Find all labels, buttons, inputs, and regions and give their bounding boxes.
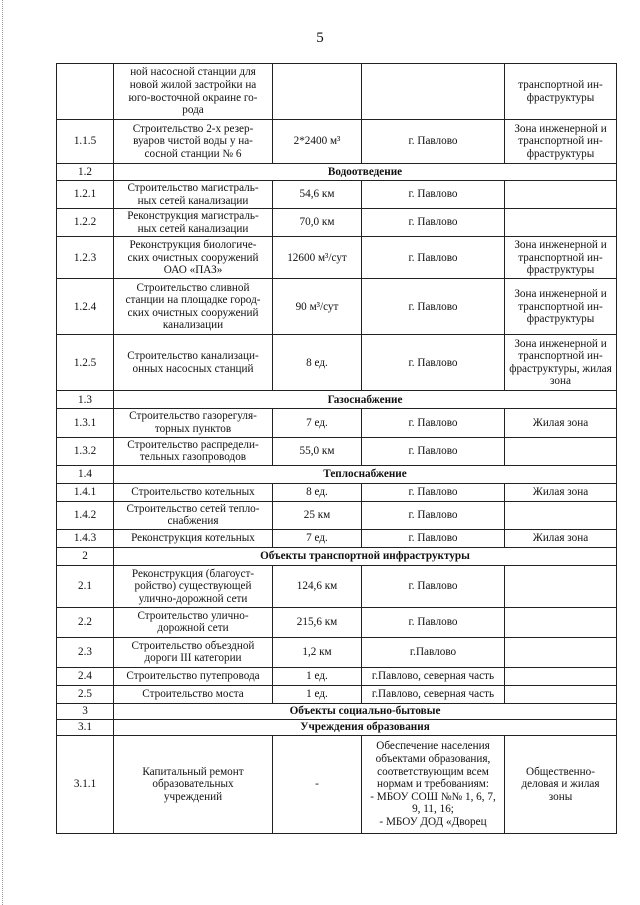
row-number: 1.1.5 [57,120,114,164]
row-number: 1.2.2 [57,209,114,237]
section-title: Учреждения образования [114,719,617,735]
table-row [57,685,617,703]
location-cell: г. Павлово [362,565,505,607]
location-cell: г. Павлово [362,501,505,529]
object-name-cell: Строительство газорегуля- торных пунктов [114,409,273,437]
object-name-cell: Строительство котельных [114,483,273,501]
quantity-cell: 8 ед. [273,335,362,391]
section-row [57,164,617,181]
zone-cell: транспортной ин- фраструктуры [505,64,617,120]
table-row [57,237,617,279]
zone-cell [505,637,617,667]
location-cell: г. Павлово [362,279,505,335]
table-row [57,667,617,685]
object-name-cell: Строительство объездной дороги III категории [114,637,273,667]
quantity-cell: 1 ед. [273,685,362,703]
table-row [57,529,617,547]
object-name-cell: Реконструкция (благоуст- ройство) существующей улично-дорожной сети [114,565,273,607]
zone-cell [505,565,617,607]
location-cell: г.Павлово, северная часть [362,667,505,685]
section-row [57,547,617,565]
quantity-cell: - [273,735,362,833]
table-row [57,637,617,667]
quantity-cell: 54,6 км [273,181,362,209]
table-row [57,64,617,120]
location-cell: Обеспечение населения объектами образования, соответствующим всем нормам и требованиям: - МБОУ СОШ №№ 1, 6, 7, 9, 11, 16; - МБОУ ДОД «Дворец [362,735,505,833]
object-name-cell: Строительство улично- дорожной сети [114,607,273,637]
zone-cell: Зона инженерной и транспортной ин- фраструктуры [505,237,617,279]
row-number: 3.1 [57,719,114,735]
quantity-cell: 55,0 км [273,437,362,465]
table-row [57,209,617,237]
row-number: 1.2.1 [57,181,114,209]
object-name-cell: ной насосной станции для новой жилой застройки на юго-восточной окраине го- рода [114,64,273,120]
zone-cell [505,501,617,529]
location-cell: г. Павлово [362,335,505,391]
table-row [57,120,617,164]
page-number: 5 [316,30,324,46]
row-number: 2 [57,547,114,565]
table-row [57,607,617,637]
zone-cell: Зона инженерной и транспортной ин- фраструктуры [505,120,617,164]
quantity-cell: 7 ед. [273,529,362,547]
row-number: 2.3 [57,637,114,667]
location-cell: г. Павлово [362,483,505,501]
table-row [57,279,617,335]
row-number: 1.4.3 [57,529,114,547]
object-name-cell: Строительство распредели- тельных газопроводов [114,437,273,465]
location-cell: г. Павлово [362,529,505,547]
row-number: 2.4 [57,667,114,685]
row-number [57,64,114,120]
row-number: 2.1 [57,565,114,607]
object-name-cell: Строительство сетей тепло- снабжения [114,501,273,529]
table-row [57,181,617,209]
row-number: 1.2.3 [57,237,114,279]
quantity-cell: 2*2400 м³ [273,120,362,164]
row-number: 2.5 [57,685,114,703]
row-number: 1.2 [57,164,114,181]
object-name-cell: Строительство путепровода [114,667,273,685]
row-number: 1.3.2 [57,437,114,465]
table-row [57,437,617,465]
zone-cell [505,607,617,637]
quantity-cell: 8 ед. [273,483,362,501]
zone-cell [505,181,617,209]
table-row [57,335,617,391]
table-row [57,483,617,501]
object-name-cell: Реконструкция биологиче- ских очистных сооружений ОАО «ПАЗ» [114,237,273,279]
infrastructure-table [56,63,617,834]
quantity-cell: 90 м³/сут [273,279,362,335]
row-number: 2.2 [57,607,114,637]
object-name-cell: Строительство 2-х резер- вуаров чистой воды у на- сосной станции № 6 [114,120,273,164]
location-cell: г. Павлово [362,607,505,637]
object-name-cell: Капитальный ремонт образовательных учреждений [114,735,273,833]
zone-cell: Зона инженерной и транспортной ин- фраструктуры [505,279,617,335]
section-title: Водоотведение [114,164,617,181]
object-name-cell: Строительство канализаци- онных насосных станций [114,335,273,391]
quantity-cell: 124,6 км [273,565,362,607]
table-row [57,735,617,833]
section-row [57,465,617,483]
section-row [57,703,617,719]
quantity-cell [273,64,362,120]
object-name-cell: Реконструкция котельных [114,529,273,547]
section-title: Теплоснабжение [114,465,617,483]
quantity-cell: 1,2 км [273,637,362,667]
row-number: 1.3 [57,391,114,409]
table-row [57,409,617,437]
object-name-cell: Строительство сливной станции на площадке город- ских очистных сооружений канализации [114,279,273,335]
object-name-cell: Строительство магистраль- ных сетей канализации [114,181,273,209]
section-row [57,391,617,409]
quantity-cell: 7 ед. [273,409,362,437]
row-number: 1.4 [57,465,114,483]
location-cell: г.Павлово, северная часть [362,685,505,703]
zone-cell [505,437,617,465]
row-number: 1.3.1 [57,409,114,437]
zone-cell: Зона инженерной и транспортной ин- фраструктуры, жилая зона [505,335,617,391]
location-cell: г. Павлово [362,209,505,237]
quantity-cell: 25 км [273,501,362,529]
object-name-cell: Реконструкция магистраль- ных сетей канализации [114,209,273,237]
section-row [57,719,617,735]
location-cell: г. Павлово [362,237,505,279]
zone-cell: Жилая зона [505,409,617,437]
location-cell: г.Павлово [362,637,505,667]
section-title: Газоснабжение [114,391,617,409]
row-number: 3.1.1 [57,735,114,833]
row-number: 1.2.4 [57,279,114,335]
table-row [57,565,617,607]
zone-cell [505,667,617,685]
table-row [57,501,617,529]
quantity-cell: 215,6 км [273,607,362,637]
row-number: 1.2.5 [57,335,114,391]
location-cell: г. Павлово [362,409,505,437]
row-number: 3 [57,703,114,719]
row-number: 1.4.2 [57,501,114,529]
quantity-cell: 1 ед. [273,667,362,685]
quantity-cell: 12600 м³/сут [273,237,362,279]
quantity-cell: 70,0 км [273,209,362,237]
zone-cell [505,209,617,237]
section-title: Объекты транспортной инфраструктуры [114,547,617,565]
location-cell: г. Павлово [362,437,505,465]
row-number: 1.4.1 [57,483,114,501]
zone-cell [505,685,617,703]
zone-cell: Жилая зона [505,529,617,547]
location-cell: г. Павлово [362,120,505,164]
zone-cell: Жилая зона [505,483,617,501]
location-cell [362,64,505,120]
object-name-cell: Строительство моста [114,685,273,703]
section-title: Объекты социально-бытовые [114,703,617,719]
zone-cell: Общественно- деловая и жилая зоны [505,735,617,833]
page-edge-line [2,0,4,905]
location-cell: г. Павлово [362,181,505,209]
